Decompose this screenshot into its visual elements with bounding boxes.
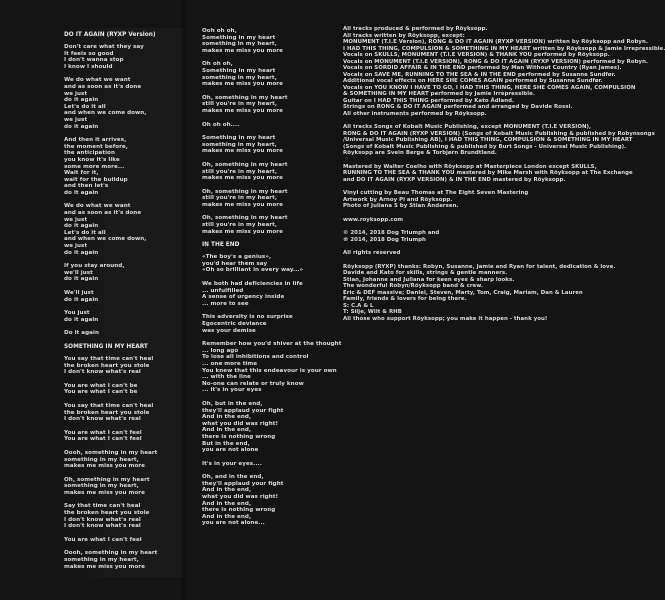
credit-line: (Songs of Kobalt Music Publishing & published by Burt Songs - Universal Music Publishing).: [343, 143, 627, 150]
lyric-line: Let's do it all: [64, 103, 106, 110]
credit-line: All those who support Röyksopp; you make it happen - thank you!: [343, 315, 548, 322]
lyric-line: Wait for it,: [64, 170, 99, 177]
lyric-line: and as soon as it's done: [64, 83, 142, 90]
lyric-line: It feels so good: [64, 50, 114, 57]
credit-line: Vocals on SORDID AFFAIR & IN THE END performed by Man Without Country (Ryan James).: [343, 65, 622, 71]
lyric-line: And in the end,: [202, 513, 252, 520]
lyric-line: makes me miss you more: [64, 489, 145, 496]
lyric-line: makes me miss you more: [202, 81, 283, 88]
lyric-line: Oh oh oh....: [202, 121, 240, 128]
lyric-line: Say that time can't heal: [64, 503, 141, 510]
lyric-stanza: [64, 403, 184, 423]
credit-line: © 2014, 2018 Dog Triumph and: [343, 230, 440, 236]
lyric-stanza: [202, 401, 322, 454]
credits-paragraph: [343, 250, 583, 257]
lyric-line: We do what we want: [64, 77, 131, 84]
lyric-stanza: [202, 314, 322, 334]
lyric-line: they'll applaud your fight: [202, 480, 284, 487]
lyric-line: I don't wanna stop: [64, 57, 124, 64]
lyric-line: you'd hear them say: [202, 260, 268, 267]
lyric-line: ... with the line: [202, 374, 251, 381]
credit-line: RUNNING TO THE SEA & THANK YOU mastered by Mike Marsh with Röyksopp at The Exchange: [343, 170, 633, 176]
lyric-line: makes me miss you more: [202, 107, 283, 114]
lyric-stanza: [64, 430, 184, 443]
lyric-line: Do it again: [64, 330, 99, 337]
lyric-line: makes me miss you more: [202, 47, 283, 54]
credits-paragraph: [343, 190, 583, 210]
lyric-line: Oh, something in my heart: [202, 215, 288, 222]
lyric-line: there is nothing wrong: [202, 433, 276, 440]
credit-line: and DO IT AGAIN (RYXP VERSION) & IN THE END mastered by Röyksopp.: [343, 176, 566, 183]
lyric-line: You are what I can't be: [64, 389, 138, 396]
lyric-line: the moment before,: [64, 143, 128, 150]
lyric-stanza: [64, 503, 184, 529]
credit-line: All other instruments performed by Röyksopp.: [343, 110, 487, 117]
lyric-stanza: [64, 550, 184, 570]
credit-line: Strings on RONG & DO IT AGAIN performed and arranged by Davide Rossi.: [343, 104, 573, 110]
credit-line: Guitar on I HAD THIS THING performed by Kato Ådland.: [343, 97, 515, 104]
lyric-line: still you're in my heart,: [202, 101, 278, 108]
lyric-stanza: [202, 28, 322, 54]
lyric-stanza: [202, 215, 322, 235]
lyric-line: You say that time can't heal: [64, 355, 154, 362]
credits-paragraph: [343, 217, 583, 224]
lyric-line: Egocentric deviance: [202, 321, 267, 327]
lyric-line: You just: [64, 310, 90, 317]
lyric-line: makes me miss you more: [202, 201, 283, 208]
credit-line: ℗ 2014, 2018 Dog Triumph: [343, 236, 426, 243]
credit-line: T: Silje, Wilt & RHB: [343, 309, 402, 315]
lyric-stanza: [64, 203, 184, 256]
credit-line: All tracks Songs of Kobalt Music Publishing, except MONUMENT (T.I.E VERSION),: [343, 124, 592, 130]
credit-line: Artwork by Arnoy Pi and Röyksopp.: [343, 196, 453, 203]
lyric-stanza: [64, 537, 184, 544]
lyric-stanza: [202, 254, 322, 274]
lyric-stanza: [64, 310, 184, 323]
lyric-line: Oh oh oh,: [202, 61, 233, 68]
lyric-line: We do what we want: [64, 203, 131, 210]
lyric-line: You knew that this endeavour is your own: [202, 367, 337, 374]
lyric-line: You are what I can't feel: [64, 536, 142, 543]
credit-line: Röyksopp are Svein Berge & Torbjørn Brundtland.: [343, 150, 497, 156]
lyric-line: But in the end,: [202, 440, 250, 447]
credit-line: Vocals on SAVE ME, RUNNING TO THE SEA & IN THE END performed by Susanne Sundfør.: [343, 71, 616, 78]
credit-line: RONG & DO IT AGAIN (RYXP VERSION) (Songs of Kobalt Music Publishing & published by Robynsongs: [343, 130, 655, 137]
lyric-line: do it again: [64, 97, 99, 104]
lyric-line: something in my heart,: [64, 456, 139, 463]
lyric-stanza: [64, 356, 184, 376]
credit-line: All tracks written by Röyksopp, except:: [343, 32, 465, 39]
lyric-line: do it again: [64, 249, 99, 256]
lyric-line: You are what I can't feel: [64, 436, 142, 443]
lyric-line: what you did was right!: [202, 420, 279, 427]
lyric-line: makes me miss you more: [202, 175, 283, 182]
lyric-line: Oh, something in my heart: [202, 188, 288, 195]
lyric-line: we just: [64, 216, 88, 223]
lyric-line: we just: [64, 90, 88, 97]
credit-line: /Universal Music Publishing AB), I HAD THIS THING, COMPULSION & SOMETHING IN MY HEART: [343, 137, 633, 143]
credit-line: Vocals on YOU KNOW I HAVE TO GO, I HAD THIS THING, HERE SHE COMES AGAIN, COMPULSION: [343, 84, 636, 91]
lyric-stanza: [64, 137, 184, 196]
lyric-stanza: [202, 162, 322, 182]
lyrics-column-left: [64, 28, 184, 577]
lyric-line: makes me miss you more: [202, 228, 283, 235]
lyric-stanza: [202, 281, 322, 307]
lyric-line: still you're in my heart,: [202, 222, 278, 229]
lyric-line: I don't know what's real: [64, 369, 141, 376]
lyric-stanza: [64, 330, 184, 337]
lyric-line: Oh, but in the end,: [202, 400, 263, 407]
lyric-line: Oh, something in my heart: [64, 476, 150, 483]
song-title: DO IT AGAIN (RYXP Version): [64, 32, 156, 38]
lyric-line: And in the end,: [202, 427, 252, 434]
lyric-line: do it again: [64, 276, 99, 283]
lyric-line: ... long ago: [202, 347, 239, 354]
lyric-stanza: [202, 341, 342, 394]
lyric-line: something in my heart,: [64, 557, 139, 564]
credit-line: Röyksopp (RYXP) thanks: Robyn, Susanne, Jamie and Ryan for talent, dedication & love.: [343, 263, 616, 270]
lyric-line: makes me miss you more: [202, 148, 283, 155]
lyric-line: something in my heart,: [202, 141, 277, 148]
credits-paragraph: [343, 163, 633, 184]
lyric-stanza: [202, 474, 322, 527]
lyric-line: ... more to see: [202, 300, 249, 307]
lyric-line: I don't know what's real: [64, 416, 141, 423]
lyric-line: do it again: [64, 296, 99, 303]
lyric-line: was your demise: [202, 327, 256, 334]
lyric-stanza: [64, 44, 184, 70]
credit-line: Stian, Johanne and Juliana for keen eyes & sharp looks.: [343, 276, 515, 283]
lyric-stanza: [64, 383, 184, 396]
lyric-line: the broken heart you stole: [64, 409, 150, 416]
lyric-line: Something in my heart: [202, 34, 276, 41]
lyric-line: And in the end,: [202, 414, 252, 421]
lyric-line: you are not alone: [202, 447, 259, 454]
lyric-line: Something in my heart: [202, 135, 276, 142]
lyric-line: You are what I can't be: [64, 382, 138, 389]
lyric-line: This adversity is no surprise: [202, 314, 293, 321]
lyric-stanza: [64, 450, 184, 470]
lyric-line: something in my heart,: [64, 483, 139, 490]
lyric-line: We'll just: [64, 290, 94, 296]
lyric-line: Oh, something in my heart: [202, 94, 288, 101]
credits-paragraph: [343, 124, 655, 157]
lyric-stanza: [202, 461, 322, 468]
lyric-line: makes me miss you more: [64, 563, 145, 570]
lyric-line: I know I should: [64, 63, 113, 70]
credit-line: Additional vocal effects on HERE SHE COMES AGAIN performed by Susanne Sundfør.: [343, 78, 603, 84]
credit-line: Vocals on SKULLS, MONUMENT (T.I.E VERSION) & THANK YOU performed by Röyksopp.: [343, 52, 610, 58]
lyric-line: And in the end,: [202, 500, 252, 507]
credits-column: [343, 26, 665, 329]
lyric-stanza: [202, 189, 322, 209]
credit-line: Photo of Juliana S by Stian Andersen.: [343, 203, 459, 209]
credit-line: All rights reserved: [343, 250, 401, 256]
lyrics-column-middle: [202, 28, 342, 534]
page-fold-shadow: [182, 0, 188, 600]
lyric-line: «Oh so brilliant in every way...»: [202, 267, 304, 274]
lyric-line: «The boy's a genius»,: [202, 254, 272, 261]
lyric-line: Oh, something in my heart: [202, 161, 288, 168]
credits-paragraph: [343, 26, 665, 117]
lyric-line: the broken heart you stole: [64, 510, 150, 517]
lyric-line: Don't care what they say: [64, 44, 144, 50]
lyric-line: you know it's like: [64, 156, 120, 163]
lyric-line: A sense of urgency inside: [202, 294, 285, 301]
lyric-line: Ooh oh oh,: [202, 28, 237, 34]
lyric-stanza: [64, 290, 184, 303]
lyric-line: and as soon as it's done: [64, 210, 142, 217]
lyric-line: do it again: [64, 189, 99, 196]
credit-line: Eric & DEF massive; Daniel, Steven, Marty, Tom, Craig, Mariam, Dan & Lauren: [343, 289, 583, 296]
lyric-line: you are not alone...: [202, 520, 265, 527]
lyric-line: do it again: [64, 123, 99, 130]
lyric-stanza: [64, 477, 184, 497]
lyric-line: there is nothing wrong: [202, 507, 276, 514]
lyric-line: And then it arrives,: [64, 137, 127, 144]
lyric-line: what you did was right!: [202, 494, 279, 501]
lyric-line: still you're in my heart,: [202, 195, 278, 202]
lyric-line: If you stay around,: [64, 263, 125, 270]
credit-line: Family, friends & lovers for being there.: [343, 296, 467, 302]
lyric-line: Remember how you'd shiver at the thought: [202, 341, 342, 348]
lyric-line: I don't know what's real: [64, 516, 141, 523]
lyric-line: some more more...: [64, 163, 125, 170]
song-title: SOMETHING IN MY HEART: [64, 343, 148, 350]
credit-line: & SOMETHING IN MY HEART performed by Jamie Irrepressible.: [343, 91, 535, 97]
lyric-line: still you're in my heart,: [202, 168, 278, 175]
lyric-line: ... it's in your eyes: [202, 387, 262, 394]
lyric-line: Oooh, something in my heart: [64, 550, 158, 557]
credit-line: Vocals on MONUMENT (T.I.E VERSION), RONG & DO IT AGAIN (RYXP VERSION) performed by Robyn.: [343, 58, 649, 65]
lyric-line: No-one can relate or truly know: [202, 380, 304, 387]
lyric-line: You are what I can't feel: [64, 429, 142, 436]
lyric-line: It's in your eyes....: [202, 460, 262, 467]
credit-line: www.royksopp.com: [343, 216, 404, 223]
lyric-line: do it again: [64, 223, 99, 230]
credit-line: S: C.A & L: [343, 302, 374, 309]
lyric-line: I don't know what's real: [64, 523, 141, 530]
credit-line: The wonderful Robyn/Röyksopp band & crew.: [343, 283, 484, 289]
credit-line: Davide and Kato for skills, strings & gentle manners.: [343, 270, 508, 276]
lyric-line: and when we come down,: [64, 110, 147, 117]
lyric-line: the anticipation: [64, 150, 115, 157]
lyric-line: Oh, and in the end,: [202, 474, 264, 481]
lyric-stanza: [202, 122, 322, 129]
lyric-line: You say that time can't heal: [64, 402, 154, 409]
lyric-line: they'll applaud your fight: [202, 407, 284, 414]
lyric-line: makes me miss you more: [64, 463, 145, 470]
lyric-stanza: [64, 263, 184, 283]
lyric-stanza: [202, 95, 322, 115]
lyric-stanza: [202, 61, 322, 87]
lyric-line: we'll just: [64, 269, 93, 276]
credit-line: All tracks produced & performed by Röyksopp.: [343, 26, 488, 32]
lyric-line: wait for the buildup: [64, 176, 128, 183]
lyric-line: ... unfulfilled: [202, 287, 244, 294]
lyric-line: Something in my heart: [202, 67, 276, 74]
lyric-line: And in the end,: [202, 487, 252, 494]
lyric-line: the broken heart you stole: [64, 362, 150, 369]
credits-paragraph: [343, 263, 616, 323]
lyric-stanza: [64, 77, 184, 130]
lyric-line: Oooh, something in my heart: [64, 449, 158, 456]
credit-line: Vinyl cutting by Beau Thomas at The Eight Seven Mastering: [343, 190, 529, 196]
lyric-line: Let's do it all: [64, 229, 106, 236]
lyric-line: To lose all inhibitions and control: [202, 354, 309, 361]
credit-line: Mastered by Walter Coelho with Röyksopp at Masterpiece London except SKULLS,: [343, 163, 597, 170]
lyric-line: ... one more time: [202, 360, 258, 367]
lyric-line: and then let's: [64, 183, 109, 190]
lyric-stanza: [202, 135, 322, 155]
song-title: IN THE END: [202, 242, 240, 249]
credit-line: I HAD THIS THING, COMPULSION & SOMETHING IN MY HEART written by Röyksopp & Jamie Irrepressible.: [343, 45, 665, 52]
lyric-line: we just: [64, 243, 88, 250]
lyric-line: do it again: [64, 316, 99, 323]
lyric-line: we just: [64, 116, 88, 123]
lyric-line: We both had deficiencies in life: [202, 281, 303, 288]
credit-line: MONUMENT (T.I.E Version), RONG & DO IT AGAIN (RYXP VERSION) written by Röyksopp and Robyn.: [343, 39, 648, 45]
lyric-line: something in my heart,: [202, 41, 277, 48]
lyric-line: and when we come down,: [64, 236, 147, 243]
credits-paragraph: [343, 230, 583, 243]
lyric-line: something in my heart,: [202, 74, 277, 81]
